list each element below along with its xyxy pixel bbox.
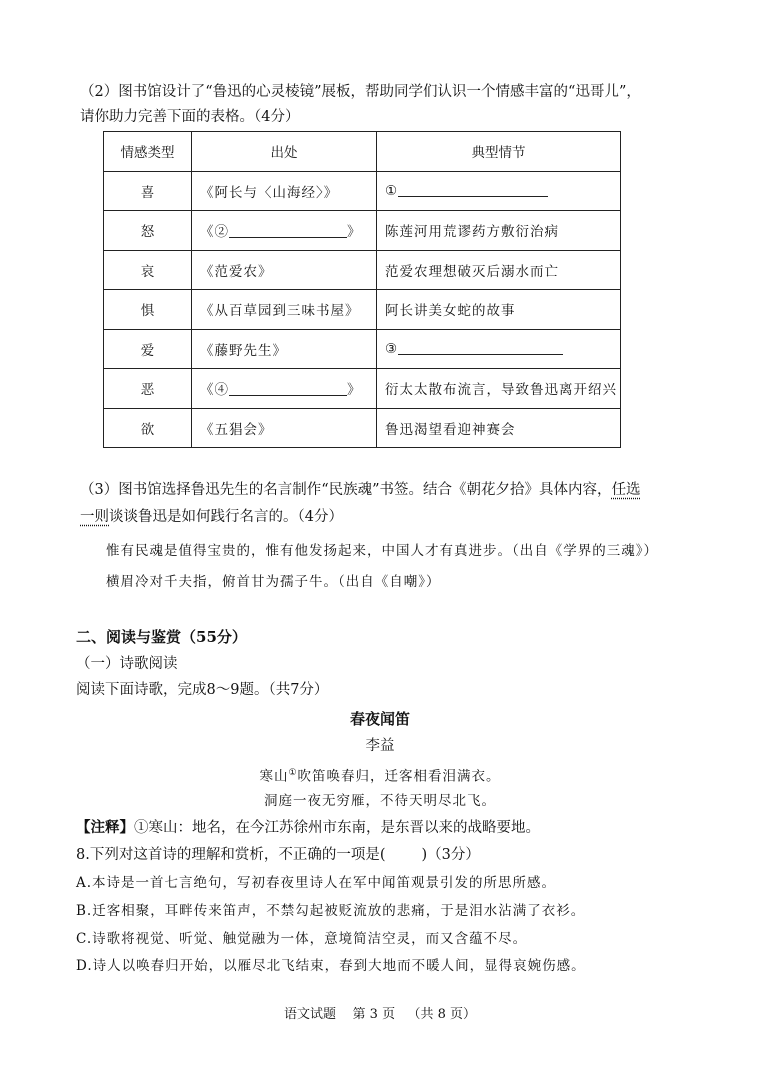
- poem-title: 春夜闻笛: [349, 710, 410, 728]
- section-intro: 阅读下面诗歌，完成8～9题。（共7分）: [76, 682, 329, 698]
- plot-cell: 阿长讲美女蛇的故事: [377, 290, 621, 330]
- q3-text: 谈谈鲁迅是如何践行名言的。（4分）: [109, 509, 343, 525]
- emotion-table: [103, 131, 621, 448]
- header-emotion: 情感类型: [104, 132, 192, 172]
- source-cell: 《藤野先生》: [192, 329, 377, 369]
- emotion-cell: 喜: [104, 171, 192, 211]
- q3-line2: [80, 507, 343, 527]
- source-cell: 《五猖会》: [192, 408, 377, 448]
- emotion-cell: 惧: [104, 290, 192, 330]
- blank-number: 《④: [200, 382, 229, 399]
- poem-text: 吹笛唤春归，迁客相看泪满衣。: [297, 768, 501, 785]
- blank-number: ①: [385, 183, 399, 200]
- annotation-text: ①寒山：地名，在今江苏徐州市东南，是东晋以来的战略要地。: [134, 820, 540, 836]
- annotation-label: 【注释】: [76, 819, 134, 836]
- quote-1: 惟有民魂是值得宝贵的，惟有他发扬起来，中国人才有真进步。（出自《学界的三魂》）: [106, 543, 658, 559]
- annotation: [76, 818, 540, 838]
- answer-blank[interactable]: [398, 182, 548, 197]
- table-row: [104, 171, 621, 211]
- bracket-close: 》: [347, 382, 362, 399]
- quote-2: 横眉冷对千夫指，俯首甘为孺子牛。（出自《自嘲》）: [106, 574, 441, 590]
- emotion-cell: 欲: [104, 408, 192, 448]
- q8-stem-score: )（3分）: [421, 847, 480, 863]
- plot-cell[interactable]: [377, 329, 621, 369]
- plot-cell: 陈莲河用荒谬药方敷衍治病: [377, 211, 621, 251]
- q8-stem: [76, 845, 480, 865]
- emotion-cell: 怒: [104, 211, 192, 251]
- table-row: [104, 329, 621, 369]
- q3-text: （3）图书馆选择鲁迅先生的名言制作“民族魂”书签。结合《朝花夕拾》具体内容，: [80, 482, 612, 498]
- plot-cell: 范爱农理想破灭后溺水而亡: [377, 250, 621, 290]
- emotion-cell: 哀: [104, 250, 192, 290]
- table-row: [104, 211, 621, 251]
- q8-stem-text: 8.下列对这首诗的理解和赏析，不正确的一项是(: [76, 847, 386, 863]
- option-c[interactable]: C.诗歌将视觉、听觉、触觉融为一体，意境简洁空灵，而又含蕴不尽。: [76, 931, 528, 947]
- plot-cell: 鲁迅渴望看迎神赛会: [377, 408, 621, 448]
- emotion-cell: 恶: [104, 369, 192, 409]
- q3-emphasis: 任选: [611, 482, 641, 498]
- emotion-cell: 爱: [104, 329, 192, 369]
- q3-emphasis: 一则: [80, 509, 109, 525]
- option-d[interactable]: D.诗人以唤春归开始，以雁尽北飞结束，春到大地而不暖人间，显得哀婉伤感。: [76, 958, 586, 974]
- source-cell: 《阿长与〈山海经〉》: [192, 171, 377, 211]
- table-header-row: [104, 132, 621, 172]
- table-row: [104, 290, 621, 330]
- source-cell[interactable]: [192, 211, 377, 251]
- table-row: [104, 250, 621, 290]
- plot-cell: 衍太太散布流言，导致鲁迅离开绍兴: [377, 369, 621, 409]
- source-cell: 《从百草园到三味书屋》: [192, 290, 377, 330]
- poem-line-1: [0, 763, 760, 787]
- blank-number: ③: [385, 341, 399, 358]
- footnote-mark: ①: [288, 768, 298, 778]
- section-subtitle: （一）诗歌阅读: [76, 656, 178, 672]
- q2-line1: （2）图书馆设计了“鲁迅的心灵棱镜”展板，帮助同学们认识一个情感丰富的“迅哥儿”，: [80, 84, 641, 100]
- option-a[interactable]: A.本诗是一首七言绝句，写初春夜里诗人在军中闻笛观景引发的所思所感。: [76, 875, 557, 891]
- header-plot: 典型情节: [377, 132, 621, 172]
- q2-line2: 请你助力完善下面的表格。（4分）: [80, 109, 300, 125]
- source-cell: 《范爱农》: [192, 250, 377, 290]
- source-cell[interactable]: [192, 369, 377, 409]
- blank-number: 《②: [200, 224, 229, 241]
- answer-blank[interactable]: [229, 223, 347, 238]
- q3-line1: [80, 480, 641, 500]
- page-footer: 语文试题 第 3 页 （共 8 页）: [284, 1007, 476, 1022]
- option-b[interactable]: B.迁客相聚，耳畔传来笛声，不禁勾起被贬流放的悲痛，于是泪水沾满了衣衫。: [76, 903, 586, 919]
- section-title: 二、阅读与鉴赏（55分）: [76, 628, 247, 646]
- plot-cell[interactable]: [377, 171, 621, 211]
- poem-line-2: 洞庭一夜无穷雁，不待天明尽北飞。: [264, 793, 496, 809]
- table-row: [104, 408, 621, 448]
- answer-blank[interactable]: [229, 381, 347, 396]
- answer-blank[interactable]: [398, 340, 563, 355]
- header-source: 出处: [192, 132, 377, 172]
- poem-text: 寒山: [259, 768, 289, 785]
- bracket-close: 》: [347, 224, 362, 241]
- table-row: [104, 369, 621, 409]
- poem-author: 李益: [365, 738, 395, 754]
